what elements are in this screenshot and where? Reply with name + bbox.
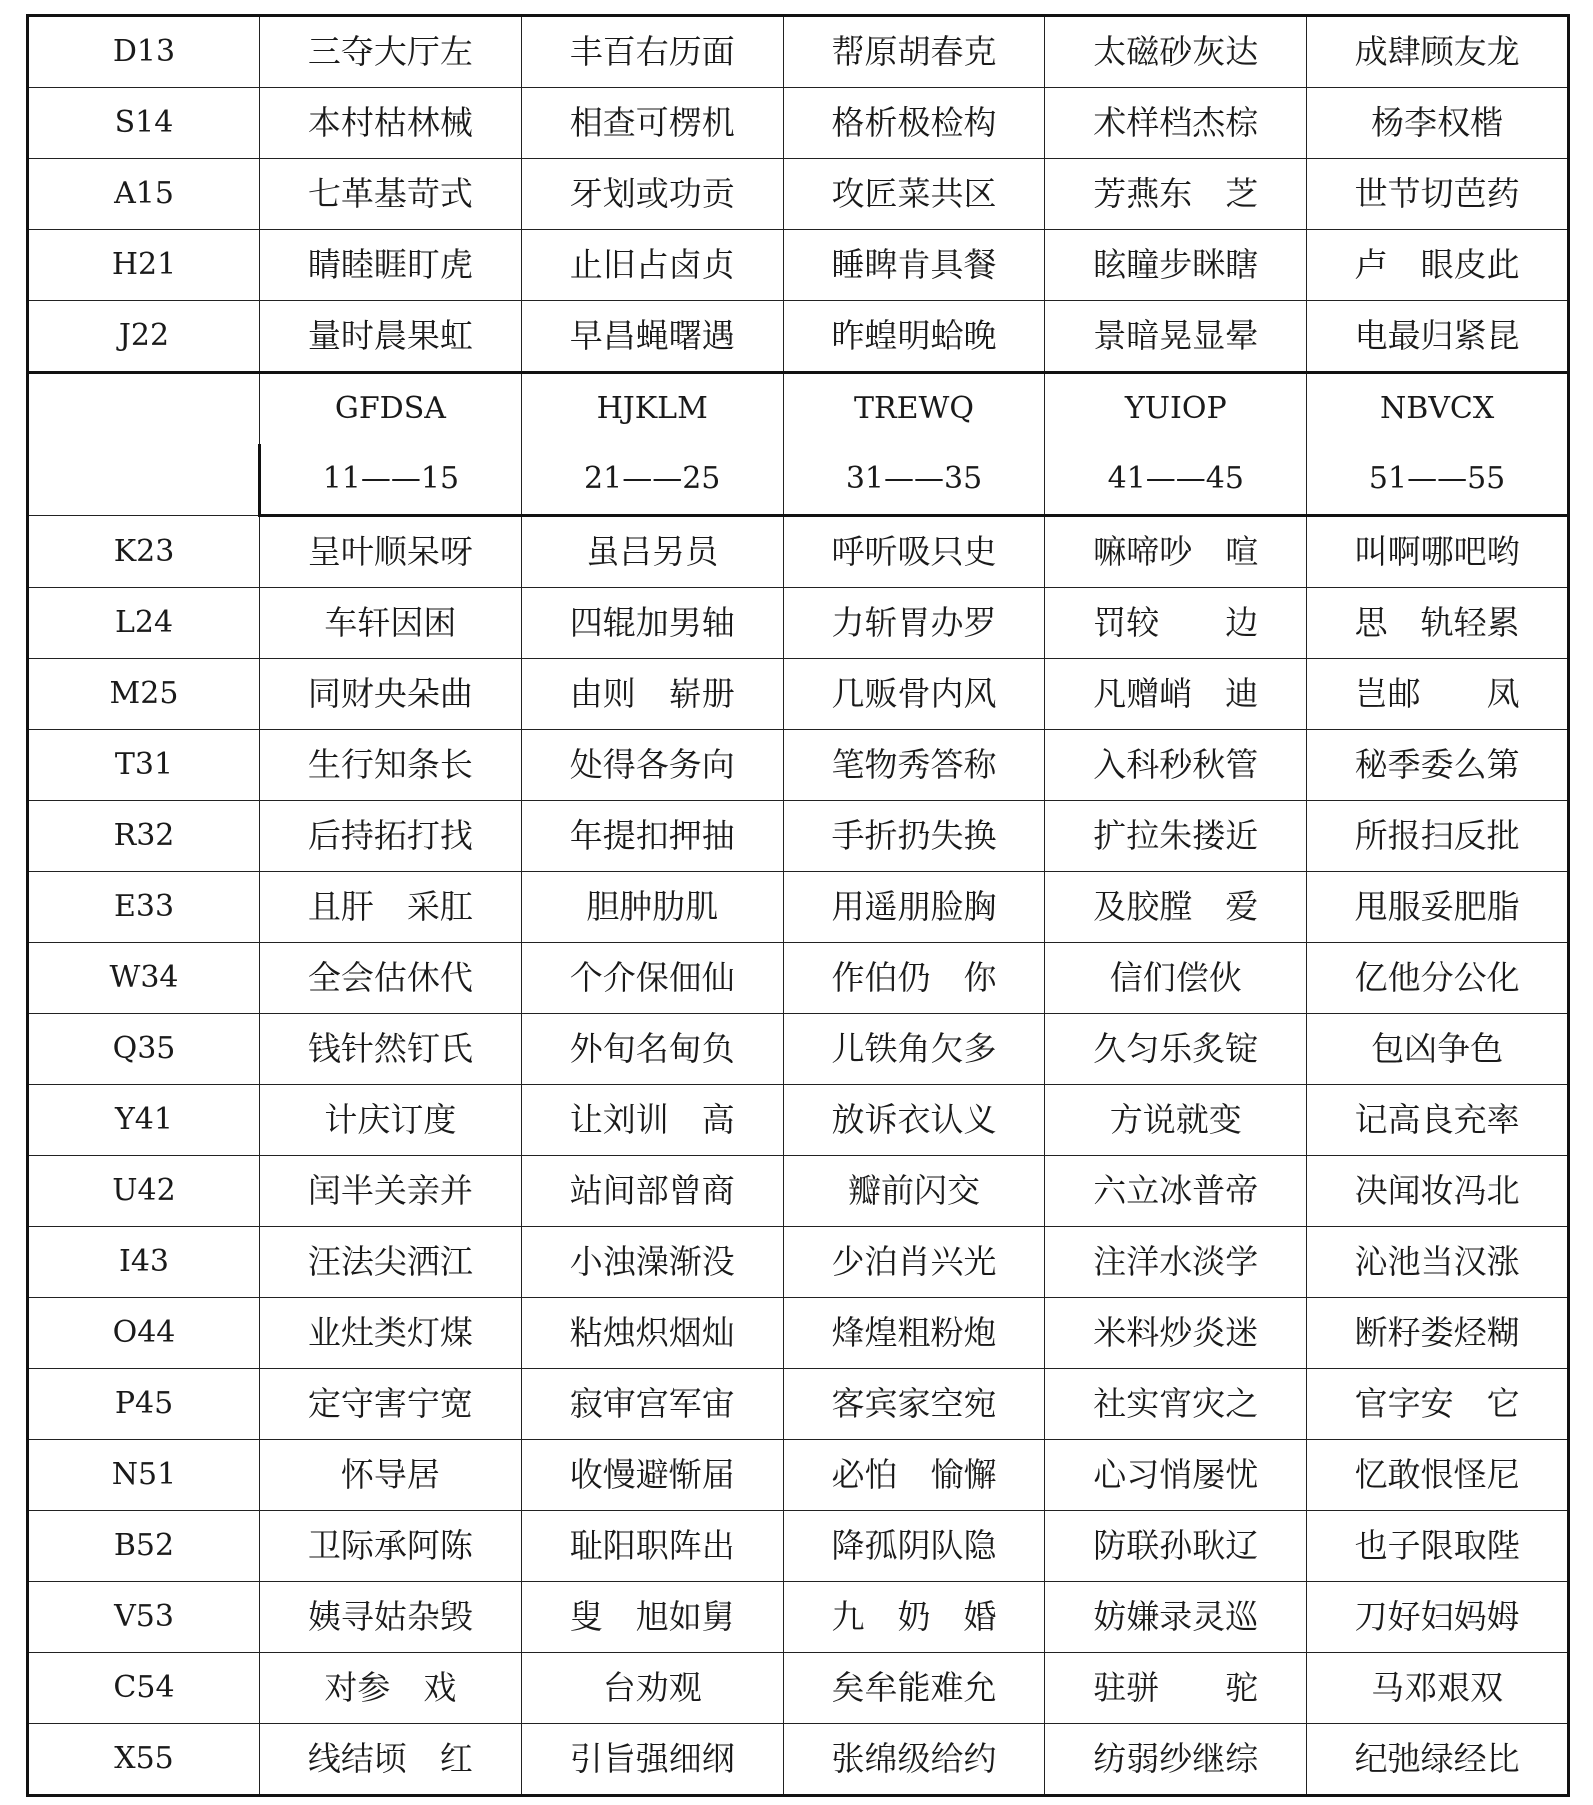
character-cell: 马邓艰双 [1307, 1653, 1569, 1724]
character-cell: 烽煌粗粉炮 [783, 1298, 1045, 1369]
row-code: L24 [28, 588, 260, 659]
row-code: U42 [28, 1156, 260, 1227]
radical-code-table [26, 14, 1570, 1797]
character-cell: 术样档杰棕 [1045, 88, 1307, 159]
table-row [28, 1227, 1569, 1298]
character-cell: 让刘训 高 [521, 1085, 783, 1156]
character-cell: 成肆顾友龙 [1307, 16, 1569, 88]
character-cell: 岂邮 凤 [1307, 659, 1569, 730]
character-cell: 秘季委么第 [1307, 730, 1569, 801]
character-cell: 放诉衣认义 [783, 1085, 1045, 1156]
character-cell: 叟 旭如舅 [521, 1582, 783, 1653]
character-cell: 七革基苛式 [260, 159, 522, 230]
character-cell: 芳燕东 芝 [1045, 159, 1307, 230]
character-cell: 同财央朵曲 [260, 659, 522, 730]
table-row [28, 230, 1569, 301]
character-cell: 胆肿肋肌 [521, 872, 783, 943]
character-cell: 收慢避惭届 [521, 1440, 783, 1511]
row-code: E33 [28, 872, 260, 943]
row-code: R32 [28, 801, 260, 872]
character-cell: 驻骈 驼 [1045, 1653, 1307, 1724]
character-cell: 忆敢恨怪尼 [1307, 1440, 1569, 1511]
character-cell: 降孤阴队隐 [783, 1511, 1045, 1582]
table-row [28, 1440, 1569, 1511]
character-cell: 眩瞳步眯瞎 [1045, 230, 1307, 301]
row-code: A15 [28, 159, 260, 230]
row-code: I43 [28, 1227, 260, 1298]
character-cell: 嘛啼吵 喧 [1045, 516, 1307, 588]
row-code: X55 [28, 1724, 260, 1796]
row-code: W34 [28, 943, 260, 1014]
character-cell: 耻阳职阵出 [521, 1511, 783, 1582]
character-cell: 太磁砂灰达 [1045, 16, 1307, 88]
character-cell: 相查可楞机 [521, 88, 783, 159]
table-row [28, 872, 1569, 943]
character-cell: 外旬名甸负 [521, 1014, 783, 1085]
table-row [28, 588, 1569, 659]
character-cell: 格析极检构 [783, 88, 1045, 159]
character-cell: 由则 崭册 [521, 659, 783, 730]
table-row [28, 516, 1569, 588]
key-letters-header: HJKLM [521, 373, 783, 445]
character-cell: 小浊澡渐没 [521, 1227, 783, 1298]
character-cell: 对参 戏 [260, 1653, 522, 1724]
code-range-header: 21——25 [521, 444, 783, 516]
character-cell: 卢 眼皮此 [1307, 230, 1569, 301]
character-cell: 笔物秀答称 [783, 730, 1045, 801]
character-cell: 罚较 边 [1045, 588, 1307, 659]
row-code: D13 [28, 16, 260, 88]
character-cell: 张绵级给约 [783, 1724, 1045, 1796]
character-cell: 亿他分公化 [1307, 943, 1569, 1014]
character-cell: 儿铁角欠多 [783, 1014, 1045, 1085]
character-cell: 及胶膛 爱 [1045, 872, 1307, 943]
character-cell: 钱针然钉氏 [260, 1014, 522, 1085]
key-letters-header: YUIOP [1045, 373, 1307, 445]
row-code: B52 [28, 1511, 260, 1582]
character-cell: 寂审宫军宙 [521, 1369, 783, 1440]
character-cell: 业灶类灯煤 [260, 1298, 522, 1369]
character-cell: 处得各务向 [521, 730, 783, 801]
character-cell: 量时晨果虹 [260, 301, 522, 373]
character-cell: 引旨强细纲 [521, 1724, 783, 1796]
character-cell: 必怕 愉懈 [783, 1440, 1045, 1511]
character-cell: 入科秒秋管 [1045, 730, 1307, 801]
character-cell: 虽吕另员 [521, 516, 783, 588]
character-cell: 纺弱纱继综 [1045, 1724, 1307, 1796]
row-code: Q35 [28, 1014, 260, 1085]
table-row [28, 1085, 1569, 1156]
character-cell: 姨寻姑杂毁 [260, 1582, 522, 1653]
row-code: C54 [28, 1653, 260, 1724]
character-cell: 所报扫反批 [1307, 801, 1569, 872]
character-cell: 站间部曾商 [521, 1156, 783, 1227]
character-cell: 力斩胃办罗 [783, 588, 1045, 659]
character-cell: 社实宵灾之 [1045, 1369, 1307, 1440]
row-code: J22 [28, 301, 260, 373]
table-row [28, 943, 1569, 1014]
character-cell: 瓣前闪交 [783, 1156, 1045, 1227]
header-blank-cell [28, 373, 260, 516]
code-range-header-row [28, 444, 1569, 516]
table-row [28, 1724, 1569, 1796]
code-range-header: 31——35 [783, 444, 1045, 516]
character-cell: 呼听吸只史 [783, 516, 1045, 588]
character-cell: 矣牟能难允 [783, 1653, 1045, 1724]
row-code: N51 [28, 1440, 260, 1511]
row-code: S14 [28, 88, 260, 159]
character-cell: 定守害宁宽 [260, 1369, 522, 1440]
character-cell: 睛睦睚盯虎 [260, 230, 522, 301]
key-letters-header: TREWQ [783, 373, 1045, 445]
character-cell: 攻匠菜共区 [783, 159, 1045, 230]
character-cell: 卫际承阿陈 [260, 1511, 522, 1582]
table-row [28, 1653, 1569, 1724]
character-cell: 车轩因困 [260, 588, 522, 659]
table-row [28, 16, 1569, 88]
code-range-header: 11——15 [260, 444, 522, 516]
row-code: K23 [28, 516, 260, 588]
character-cell: 止旧占卤贞 [521, 230, 783, 301]
table-row [28, 659, 1569, 730]
table-row [28, 88, 1569, 159]
keycode-document [26, 14, 1567, 1797]
key-header-row [28, 373, 1569, 445]
table-row [28, 1156, 1569, 1227]
table-row [28, 301, 1569, 373]
character-cell: 闰半关亲并 [260, 1156, 522, 1227]
character-cell: 早昌蝇曙遇 [521, 301, 783, 373]
character-cell: 四辊加男轴 [521, 588, 783, 659]
character-cell: 几贩骨内风 [783, 659, 1045, 730]
character-cell: 注洋水淡学 [1045, 1227, 1307, 1298]
character-cell: 决闻妆冯北 [1307, 1156, 1569, 1227]
code-range-header: 51——55 [1307, 444, 1569, 516]
character-cell: 纪弛绿经比 [1307, 1724, 1569, 1796]
row-code: Y41 [28, 1085, 260, 1156]
character-cell: 信们偿伙 [1045, 943, 1307, 1014]
character-cell: 个介保佃仙 [521, 943, 783, 1014]
character-cell: 方说就变 [1045, 1085, 1307, 1156]
table-row [28, 159, 1569, 230]
character-cell: 记高良充率 [1307, 1085, 1569, 1156]
character-cell: 本村枯林械 [260, 88, 522, 159]
character-cell: 包凶争色 [1307, 1014, 1569, 1085]
key-letters-header: GFDSA [260, 373, 522, 445]
character-cell: 六立冰普帝 [1045, 1156, 1307, 1227]
character-cell: 全会估休代 [260, 943, 522, 1014]
row-code: T31 [28, 730, 260, 801]
character-cell: 牙划或功贡 [521, 159, 783, 230]
character-cell: 官字安 它 [1307, 1369, 1569, 1440]
character-cell: 怀导居 [260, 1440, 522, 1511]
character-cell: 用遥朋脸胸 [783, 872, 1045, 943]
character-cell: 防联孙耿辽 [1045, 1511, 1307, 1582]
character-cell: 昨蝗明蛤晚 [783, 301, 1045, 373]
row-code: P45 [28, 1369, 260, 1440]
character-cell: 粘烛炽烟灿 [521, 1298, 783, 1369]
character-cell: 电最归紧昆 [1307, 301, 1569, 373]
character-cell: 刀好妇妈姆 [1307, 1582, 1569, 1653]
character-cell: 汪法尖洒江 [260, 1227, 522, 1298]
character-cell: 米料炒炎迷 [1045, 1298, 1307, 1369]
row-code: V53 [28, 1582, 260, 1653]
row-code: M25 [28, 659, 260, 730]
character-cell: 杨李权楷 [1307, 88, 1569, 159]
character-cell: 年提扣押抽 [521, 801, 783, 872]
character-cell: 断籽娄烃糊 [1307, 1298, 1569, 1369]
character-cell: 且肝 采肛 [260, 872, 522, 943]
character-cell: 呈叶顺呆呀 [260, 516, 522, 588]
character-cell: 九 奶 婚 [783, 1582, 1045, 1653]
table-row [28, 1014, 1569, 1085]
table-row [28, 730, 1569, 801]
character-cell: 帮原胡春克 [783, 16, 1045, 88]
table-row [28, 1511, 1569, 1582]
character-cell: 作伯仍 你 [783, 943, 1045, 1014]
key-letters-header: NBVCX [1307, 373, 1569, 445]
character-cell: 丰百右历面 [521, 16, 783, 88]
table-row [28, 1298, 1569, 1369]
character-cell: 甩服妥肥脂 [1307, 872, 1569, 943]
table-row [28, 1582, 1569, 1653]
character-cell: 景暗晃显晕 [1045, 301, 1307, 373]
character-cell: 思 轨轻累 [1307, 588, 1569, 659]
row-code: H21 [28, 230, 260, 301]
character-cell: 线结顷 红 [260, 1724, 522, 1796]
table-row [28, 1369, 1569, 1440]
character-cell: 世节切芭药 [1307, 159, 1569, 230]
character-cell: 生行知条长 [260, 730, 522, 801]
character-cell: 三夺大厅左 [260, 16, 522, 88]
character-cell: 客宾家空宛 [783, 1369, 1045, 1440]
character-cell: 扩拉朱搂近 [1045, 801, 1307, 872]
character-cell: 叫啊哪吧哟 [1307, 516, 1569, 588]
character-cell: 凡赠峭 迪 [1045, 659, 1307, 730]
character-cell: 手折扔失换 [783, 801, 1045, 872]
character-cell: 久匀乐炙锭 [1045, 1014, 1307, 1085]
character-cell: 妨嫌录灵巡 [1045, 1582, 1307, 1653]
character-cell: 心习悄屡忧 [1045, 1440, 1307, 1511]
character-cell: 少泊肖兴光 [783, 1227, 1045, 1298]
character-cell: 沁池当汉涨 [1307, 1227, 1569, 1298]
character-cell: 台劝观 [521, 1653, 783, 1724]
row-code: O44 [28, 1298, 260, 1369]
table-row [28, 801, 1569, 872]
character-cell: 计庆订度 [260, 1085, 522, 1156]
character-cell: 后持拓打找 [260, 801, 522, 872]
character-cell: 也子限取陛 [1307, 1511, 1569, 1582]
table-body [28, 16, 1569, 1796]
code-range-header: 41——45 [1045, 444, 1307, 516]
character-cell: 睡睥肯具餐 [783, 230, 1045, 301]
